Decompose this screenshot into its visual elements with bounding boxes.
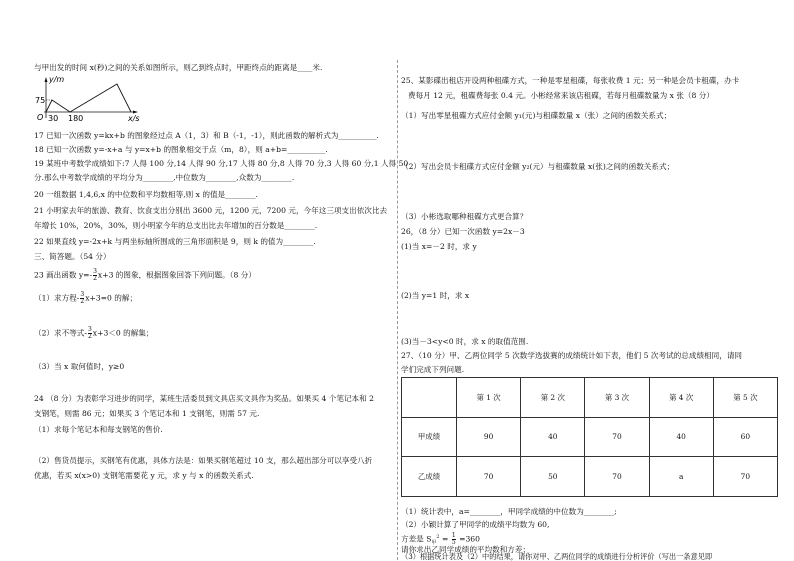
table-cell: 40 bbox=[649, 417, 713, 457]
variance-frac-den: 5 bbox=[451, 539, 456, 547]
q17: 17 已知一次函数 y=kx+b 的图象经过点 A（1，3）和 B（-1，-1），则此函数的解析式为__________. bbox=[34, 131, 379, 140]
q24-part2-line1: （2）售货员提示，买钢笔有优惠，具体方法是：如果买钢笔超过 10 支，那么超出部分可以享受八折 bbox=[34, 456, 373, 465]
q22: 22 如果直线 y=-2x+k 与两坐标轴所围成的三角形面积是 9，则 k 的值为________. bbox=[34, 237, 316, 246]
graph-x-tick-180: 180 bbox=[68, 114, 84, 123]
q26-part1: (1)当 x=－2 时，求 y bbox=[401, 242, 477, 251]
table-cell: 70 bbox=[713, 457, 777, 497]
graph-y-label: y/m bbox=[49, 75, 65, 84]
table-header-cell: 第 4 次 bbox=[649, 378, 713, 418]
table-cell: 40 bbox=[521, 417, 585, 457]
q27-line1: 27、（10 分）甲、乙两位同学 5 次数学选拔赛的成绩统计如下表，他们 5 次考试的总成绩相同，请同 bbox=[401, 351, 743, 360]
q19-line1: 19 某班中考数学成绩如下:7 人得 100 分,14 人得 90 分,17 人得 80 分,8 人得 70 分,3 人得 60 分,1 人得 50 bbox=[34, 159, 409, 168]
q27-part3: （3）根据统计表及（2）中的结果，请你对甲、乙两位同学的成绩进行分析评价（写出一条意见即 bbox=[401, 552, 713, 561]
table-cell: 乙成绩 bbox=[402, 457, 457, 497]
table-cell: 70 bbox=[585, 457, 649, 497]
distance-time-graph bbox=[34, 74, 144, 124]
table-cell: 50 bbox=[521, 457, 585, 497]
table-header-cell: 第 2 次 bbox=[521, 378, 585, 418]
graph-origin: O bbox=[37, 113, 44, 122]
table-header-row bbox=[402, 378, 778, 418]
q27-part1: （1）统计表中，a=________，甲同学成绩的中位数为________; bbox=[401, 507, 617, 516]
q25-line2: 费每月 12 元，租碟费每张 0.4 元。小彬经常来该店租碟，若每月租碟数量为 x 张（8 分） bbox=[408, 91, 714, 100]
q19-line2: 分.那么中考数学成绩的平均分为________,中位数为________,众数为________. bbox=[34, 173, 295, 182]
table-cell: 60 bbox=[713, 417, 777, 457]
frac-num: 3 bbox=[93, 268, 97, 275]
table-cell: 甲成绩 bbox=[402, 417, 457, 457]
q27-part2b: 请你求出乙同学成绩的平均数和方差； bbox=[401, 545, 531, 554]
q24-part2-line2: 优惠，若买 x(x>0) 支钢笔需要花 y 元，求 y 与 x 的函数关系式. bbox=[34, 471, 254, 480]
table-cell: 90 bbox=[457, 417, 521, 457]
q24-part1: （1）求每个笔记本和每支钢笔的售价. bbox=[34, 425, 163, 434]
column-divider bbox=[397, 60, 398, 560]
q24-line1: 24 （8 分）为表彰学习进步的同学，某班生活委员到文具店买文具作为奖品。如果买 4 个笔记本和 2 bbox=[34, 394, 374, 403]
score-table bbox=[401, 377, 778, 497]
q24-line2: 支钢笔，则需 86 元；如果买 3 个笔记本和 1 支钢笔，则需 57 元. bbox=[34, 409, 260, 418]
q18: 18 已知一次函数 y=-x+a 与 y=x+b 的图象相交于点（m，8），则 a+b=__________. bbox=[34, 145, 328, 154]
section-3-heading: 三、简答题。（54 分） bbox=[34, 252, 111, 261]
table-cell: 70 bbox=[585, 417, 649, 457]
table-row bbox=[402, 417, 778, 457]
table-row bbox=[402, 457, 778, 497]
q23-part3: （3）当 x 取何值时，y≥0 bbox=[34, 362, 125, 371]
q20: 20 一组数据 1,4,6,x 的中位数和平均数相等,则 x 的值是________. bbox=[34, 190, 258, 199]
frac-den: 2 bbox=[93, 275, 97, 282]
q27-line2: 学们完成下列问题. bbox=[401, 365, 465, 374]
q26: 26，（8 分）已知一次函数 y=2x－3 bbox=[401, 227, 525, 236]
q25-part1: （1）写出零星租碟方式应付金额 y₁(元)与租碟数量 x（张）之间的函数关系式； bbox=[401, 111, 672, 120]
graph-y-tick: 75 bbox=[35, 96, 46, 105]
q16-tail: 与甲出发的时间 x(秒)之间的关系如图所示，则乙到终点时，甲距终点的距离是____米. bbox=[34, 63, 323, 72]
table-header-cell: 第 1 次 bbox=[457, 378, 521, 418]
graph-x-label: x/s bbox=[128, 114, 140, 123]
table-header-cell: 第 3 次 bbox=[585, 378, 649, 418]
q27-part2: （2）小颖计算了甲同学的成绩平均数为 60, bbox=[401, 520, 550, 529]
table-cell: a bbox=[649, 457, 713, 497]
q25-line1: 25、某影碟出租店开设两种租碟方式，一种是零星租碟，每张收费 1 元；另一种是会员卡租碟，办卡 bbox=[401, 76, 740, 85]
q21-line1: 21 小明家去年的旅游、教育、饮食支出分别出 3600 元，1200 元，7200 元，今年这三项支出依次比去 bbox=[34, 206, 388, 215]
q23-part2: （2）求不等式- $\frac{3}{2}$ x+3＜0 的解集； bbox=[34, 326, 154, 340]
q23: 23 画出函数 y=- $\frac{3}{2}$ x+3 的图象，根据图象回答下列问题。（8 分） bbox=[34, 268, 256, 282]
table-header-cell bbox=[402, 378, 457, 418]
table-header-cell: 第 5 次 bbox=[713, 378, 777, 418]
q21-line2: 年增长 10%，20%，30%，则小明家今年的总支出比去年增加的百分数是________. bbox=[34, 221, 318, 230]
q26-part2: (2)当 y=1 时，求 x bbox=[401, 291, 470, 300]
q27-variance: 方差是 $S_甲^2$ = $\frac{1}{5}$ =360 bbox=[401, 532, 480, 547]
table-cell: 70 bbox=[457, 457, 521, 497]
q23-part1: （1）求方程- $\frac{3}{2}$ x+3=0 的解； bbox=[34, 291, 138, 305]
graph-x-tick-30: 30 bbox=[48, 114, 59, 123]
q25-part2: （2）写出会员卡租碟方式应付金额 y₂(元）与租碟数量 x(张)之间的函数关系式； bbox=[401, 162, 675, 171]
variance-frac-num: 1 bbox=[451, 532, 456, 540]
q26-part3: (3)当－3<y<0 时，求 x 的取值范围. bbox=[401, 337, 529, 346]
q25-part3: （3）小彬选取哪种租碟方式更合算？ bbox=[401, 212, 528, 221]
